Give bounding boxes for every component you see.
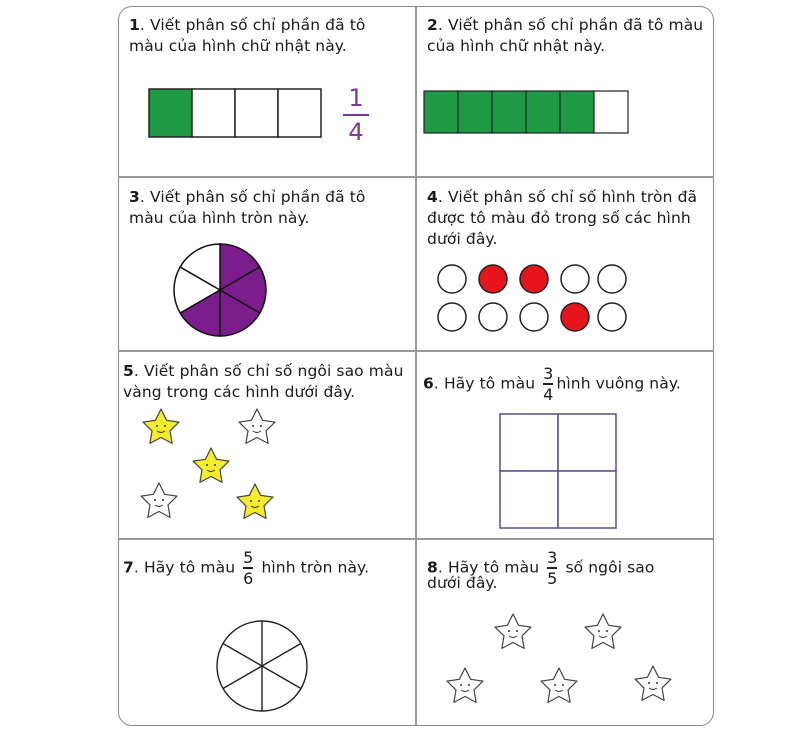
worksheet <box>118 6 714 726</box>
question-6-number: 6 <box>423 374 434 393</box>
q5-star-5 <box>237 484 273 518</box>
question-3-text: 3. Viết phân số chỉ phần đã tô màu của hình tròn này. <box>129 188 366 227</box>
question-8-stars <box>415 7 714 726</box>
question-7-circle <box>215 619 309 713</box>
question-7-number: 7 <box>123 558 134 577</box>
question-1-number: 1 <box>129 16 140 34</box>
question-4-text: 4. Viết phân số chỉ số hình tròn đã được tô màu đỏ trong số các hình dưới đây. <box>427 188 698 248</box>
q1-answer-denominator: 4 <box>348 118 364 146</box>
question-1-text: 1. Viết phân số chỉ phần đã tô màu của hình chữ nhật này. <box>129 16 366 55</box>
question-7-text: 7. Hãy tô màu $\frac{5}{6}$ hình tròn này. <box>123 548 370 588</box>
q5-star-3 <box>193 448 229 482</box>
q8-star-4 <box>541 668 577 702</box>
q8-star-3 <box>447 668 483 702</box>
q8-fraction: $\frac{3}{5}$ <box>547 548 558 588</box>
question-3-number: 3 <box>129 188 140 206</box>
question-8-text: 8. Hãy tô màu $\frac{3}{5}$ số ngôi sao dưới đây. <box>427 548 655 592</box>
q5-star-2 <box>239 409 275 443</box>
question-8-number: 8 <box>427 558 438 577</box>
q6-fraction: $\frac{3}{4}$ <box>543 364 554 404</box>
question-6-text: 6. Hãy tô màu $\frac{3}{4}$ hình vuông này. <box>423 364 681 404</box>
q5-star-4 <box>141 483 177 517</box>
q8-star-2 <box>585 614 621 648</box>
q8-star-1 <box>495 614 531 648</box>
question-5-number: 5 <box>123 362 134 380</box>
question-2-number: 2 <box>427 16 438 34</box>
q1-answer-numerator: 1 <box>348 84 364 112</box>
question-5-text: 5. Viết phân số chỉ số ngôi sao màu vàng trong các hình dưới đây. <box>123 362 404 401</box>
q5-star-1 <box>143 409 179 443</box>
q7-fraction: $\frac{5}{6}$ <box>243 548 254 588</box>
question-4-number: 4 <box>427 188 438 206</box>
question-2-text: 2. Viết phân số chỉ phần đã tô màu của hình chữ nhật này. <box>427 16 704 55</box>
q8-star-5 <box>635 666 671 700</box>
